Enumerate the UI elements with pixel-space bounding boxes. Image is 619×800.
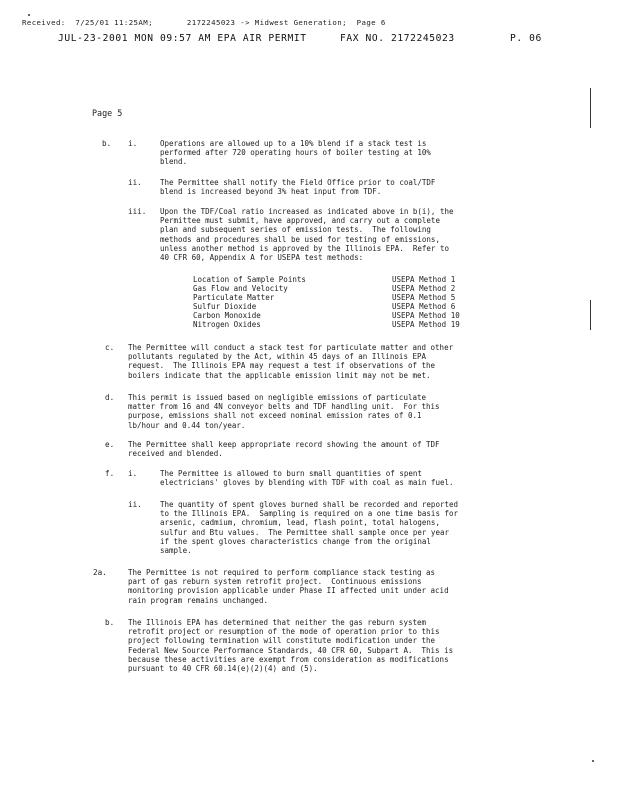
paragraph-e: The Permittee shall keep appropriate record showing the amount of TDF received and blended. bbox=[128, 440, 440, 459]
test-method-reference: USEPA Method 10 bbox=[392, 311, 460, 320]
test-method-reference: USEPA Method 2 bbox=[392, 284, 456, 293]
scan-mark bbox=[590, 300, 591, 330]
item-label-b-ii: ii. bbox=[128, 178, 142, 187]
item-label-f-ii: ii. bbox=[128, 500, 142, 509]
item-label-b: b. bbox=[102, 139, 112, 148]
test-method-reference: USEPA Method 6 bbox=[392, 302, 456, 311]
fax-transmission-header bbox=[58, 33, 542, 88]
paragraph-f-ii: The quantity of spent gloves burned shall be recorded and reported to the Illinois EPA. Sampling is required on a one time basis for arsenic, cadmium, chromium, lead, flash point, total halogens, sulfur and Btu values. The Permittee shall sample once per year if the spent gloves characteristics change from the original sample. bbox=[160, 500, 459, 556]
paragraph-2a: The Permittee is not required to perform compliance stack testing as part of gas reburn system retrofit project. Continuous emissions monitoring provision applicable under Phase II affected unit under acid rain program remains unchanged. bbox=[128, 568, 449, 605]
item-label-c: c. bbox=[105, 343, 115, 352]
test-method-reference: USEPA Method 5 bbox=[392, 293, 456, 302]
paragraph-b-i: Operations are allowed up to a 10% blend if a stack test is performed after 720 operating hours of boiler testing at 10% blend. bbox=[160, 139, 431, 167]
test-method-item: Nitrogen Oxides bbox=[193, 320, 261, 329]
item-label-d: d. bbox=[105, 393, 115, 402]
test-method-item: Sulfur Dioxide bbox=[193, 302, 257, 311]
test-method-item: Carbon Monoxide bbox=[193, 311, 261, 320]
paragraph-2b: The Illinois EPA has determined that neither the gas reburn system retrofit project or resumption of the mode of operation prior to this project following termination will constitute modification under the Federal New Source Performance Standards, 40 CFR 60, Subpart A. This is because these activities are exempt from consideration as modifications pursuant to 40 CFR 60.14(e)(2)(4) and (5). bbox=[128, 618, 454, 674]
test-method-reference: USEPA Method 1 bbox=[392, 275, 456, 284]
scan-mark bbox=[590, 88, 591, 128]
item-label-2a: 2a. bbox=[93, 568, 107, 577]
test-method-item: Gas Flow and Velocity bbox=[193, 284, 288, 293]
item-label-2b: b. bbox=[105, 618, 115, 627]
test-method-item: Location of Sample Points bbox=[193, 275, 306, 284]
item-label-f-i: i. bbox=[128, 469, 138, 478]
paragraph-d: This permit is issued based on negligible emissions of particulate matter from 16 and 4N conveyor belts and TDF handling unit. For this purpose, emissions shall not exceed nominal emission rates of 0.1 lb/hour and 0.44 ton/year. bbox=[128, 393, 440, 430]
fax-page-number: P. 06 bbox=[510, 33, 542, 44]
scan-dot bbox=[592, 760, 594, 762]
item-label-f: f. bbox=[105, 469, 115, 478]
item-label-e: e. bbox=[105, 440, 115, 449]
fax-date-time: JUL-23-2001 MON 09:57 AM EPA AIR PERMIT bbox=[58, 33, 307, 44]
paragraph-c: The Permittee will conduct a stack test for particulate matter and other pollutants regulated by the Act, within 45 days of an Illinois EPA request. The Illinois EPA may request a test if observations of the boilers indicate that the applicable emission limit may not be met. bbox=[128, 343, 454, 380]
page-number-label: Page 5 bbox=[92, 108, 123, 118]
paragraph-b-ii: The Permittee shall notify the Field Office prior to coal/TDF blend is increased beyond 3% heat input from TDF. bbox=[160, 178, 436, 197]
fax-received-header: Received: 7/25/01 11:25AM; 2172245023 -> Midwest Generation; Page 6 bbox=[22, 18, 386, 27]
test-method-item: Particulate Matter bbox=[193, 293, 275, 302]
item-label-b-iii: iii. bbox=[128, 207, 147, 216]
fax-number: FAX NO. 2172245023 bbox=[340, 33, 455, 44]
paragraph-b-iii: Upon the TDF/Coal ratio increased as indicated above in b(i), the Permittee must submit, have approved, and carry out a complete plan and subsequent series of emission tests. The following methods and procedures shall be used for testing of emissions, unless another method is approved by the Illinois EPA. Refer to 40 CFR 60, Appendix A for USEPA test methods: bbox=[160, 207, 454, 263]
test-method-reference: USEPA Method 19 bbox=[392, 320, 460, 329]
paragraph-f-i: The Permittee is allowed to burn small quantities of spent electricians' gloves by blending with TDF with coal as main fuel. bbox=[160, 469, 454, 488]
scan-dot bbox=[28, 14, 30, 16]
item-label-b-i: i. bbox=[128, 139, 138, 148]
